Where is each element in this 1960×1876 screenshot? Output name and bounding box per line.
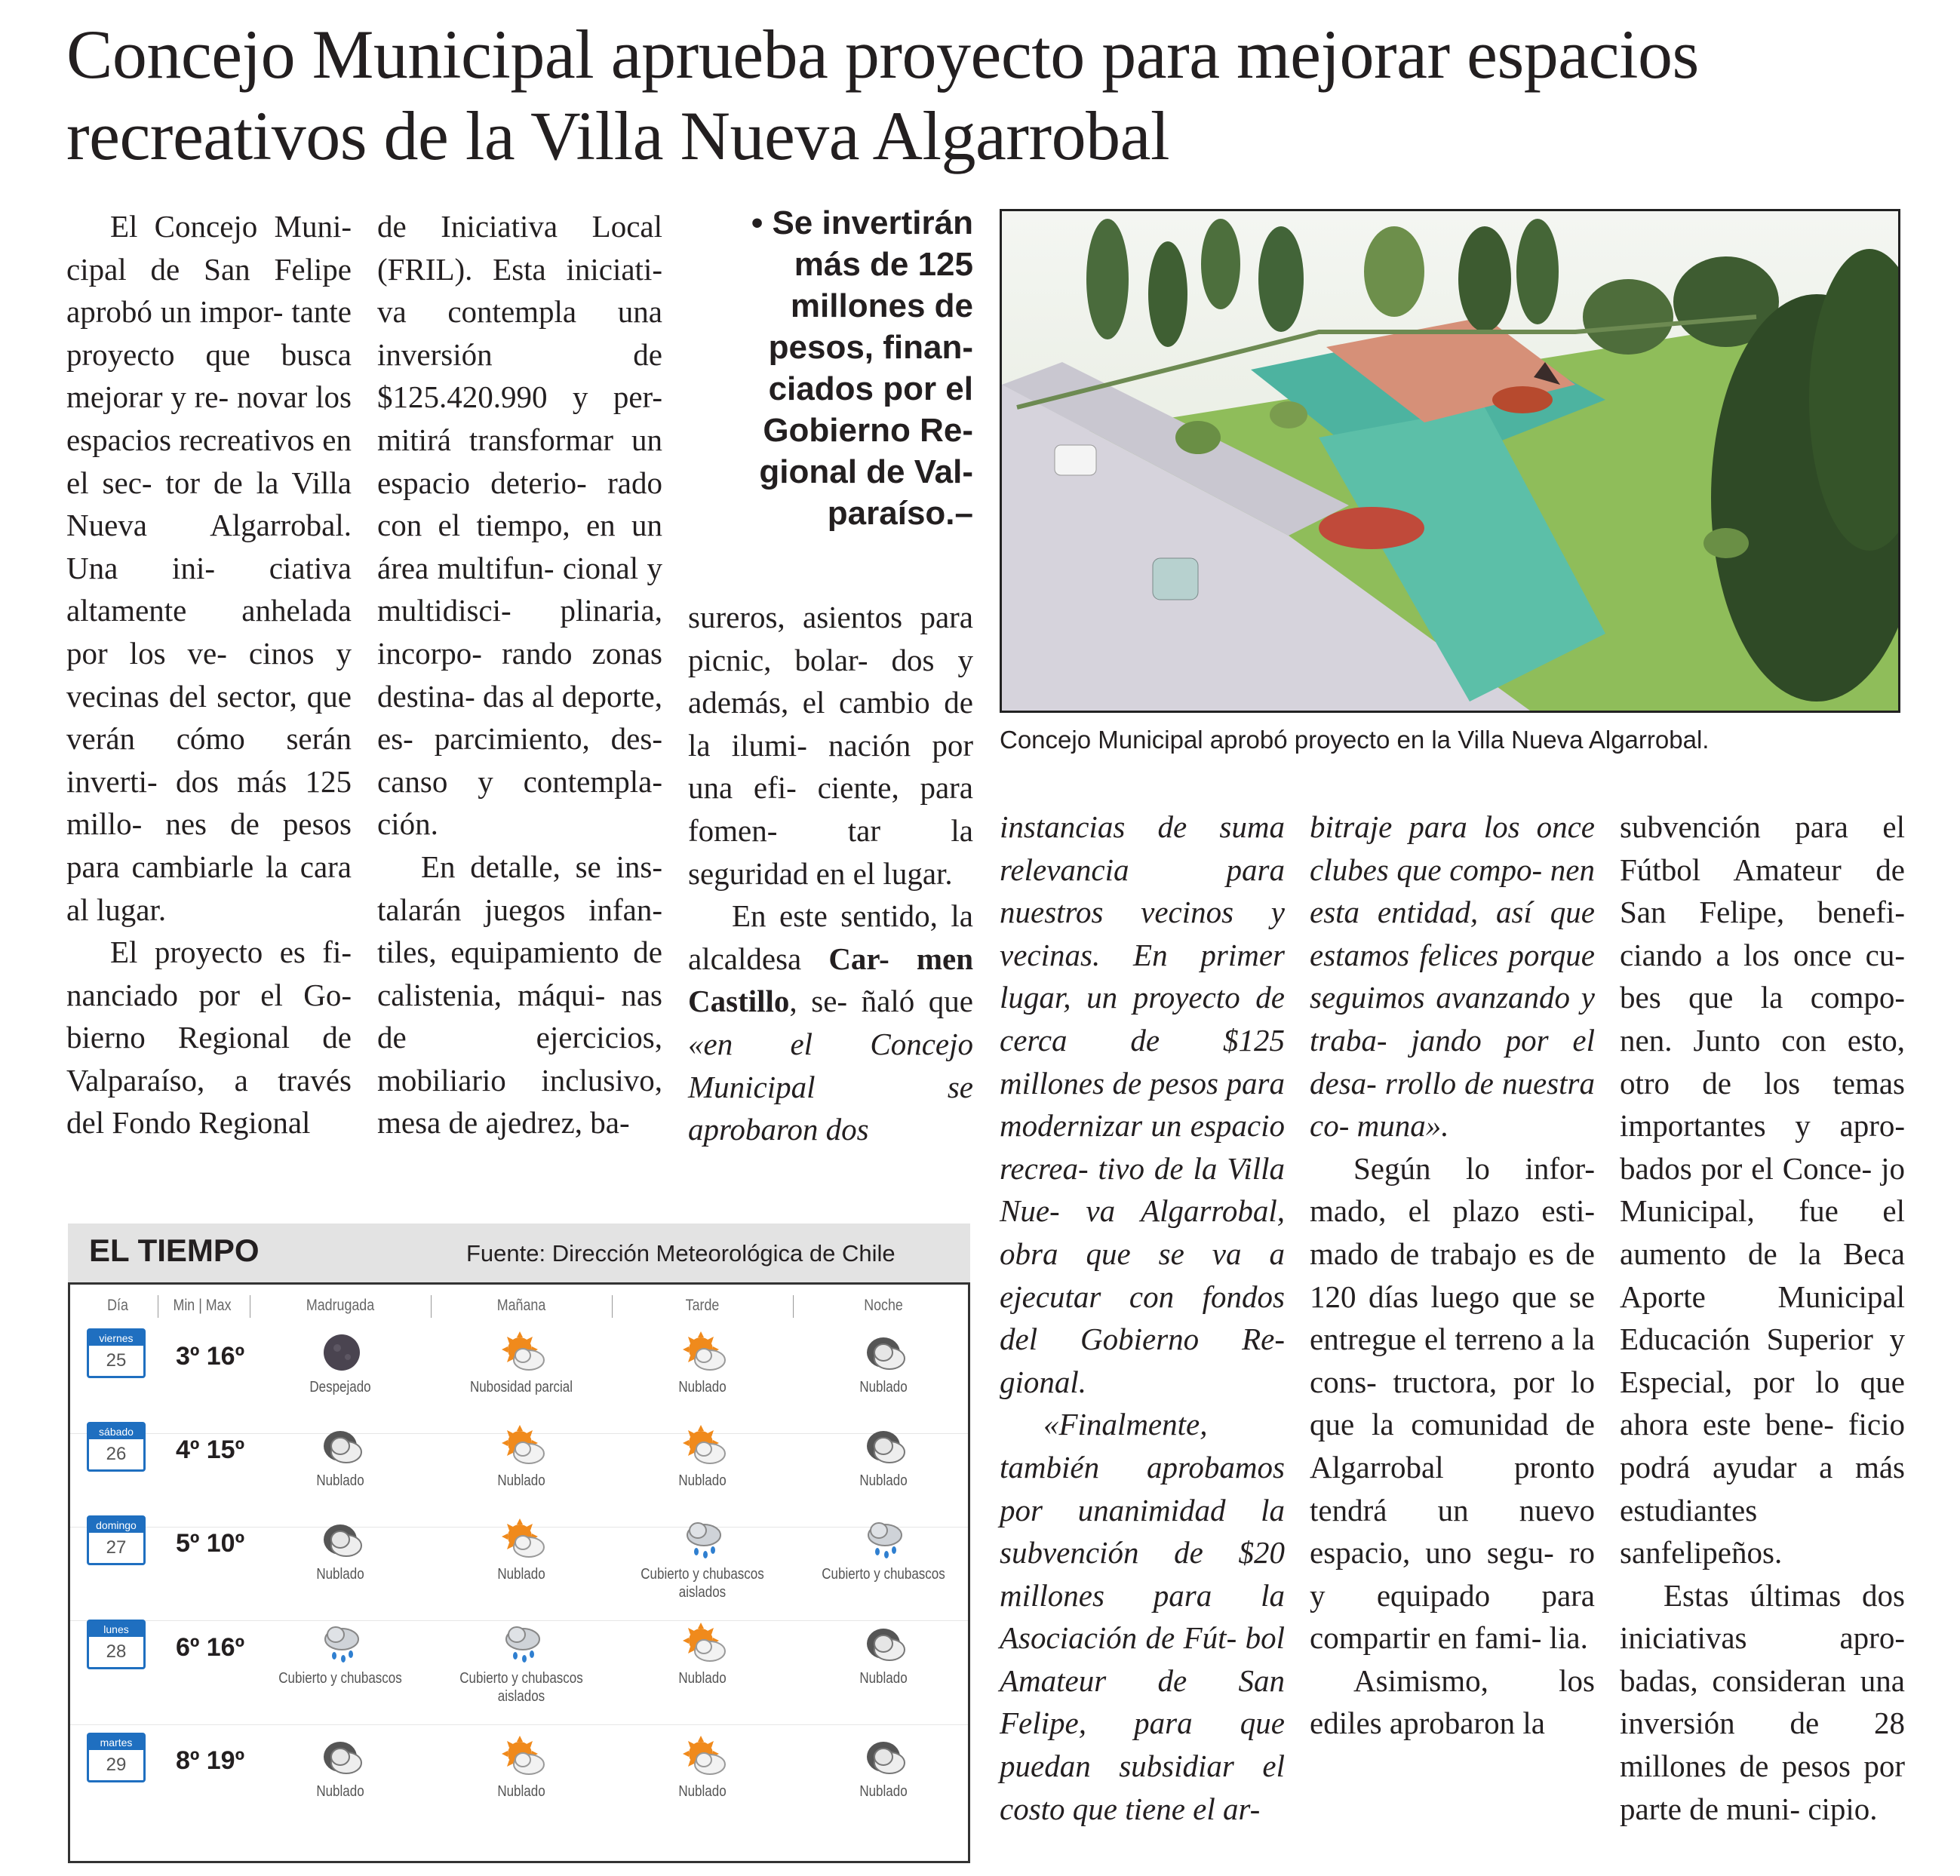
forecast-cell [250,1612,431,1725]
paragraph [688,895,973,1151]
divider [793,1295,794,1318]
forecast-cell [793,1612,974,1725]
forecast-cell [612,1508,793,1621]
forecast-label: Cubierto y chubascos [278,1670,402,1687]
min-max-temps: 8º 19º [176,1746,245,1775]
rain-cloud-icon [861,1517,909,1562]
divider [431,1295,432,1318]
forecast-label: Nublado [859,1379,908,1395]
calendar-weekday: viernes [89,1331,143,1346]
weather-row [70,1508,968,1621]
sun-cloud-icon [499,1423,547,1469]
paragraph: Según lo infor- mado, el plazo esti- mado de trabajo es de 120 días luego que se entregue el terreno a la cons- tructora, por lo que la comunidad de Algarrobal pronto tendrá un nuevo espacio, uno segu- ro y equipado para compartir en fami- lia. [1310,1150,1595,1656]
sun-cloud-icon [499,1734,547,1779]
calendar-icon [87,1328,146,1378]
sun-cloud-icon [499,1330,547,1375]
paragraph: Estas últimas dos iniciativas apro- badas, consideran una inversión de 28 millones de pesos por parte de muni- cipio. [1620,1577,1905,1826]
forecast-label: Nublado [678,1472,727,1489]
paragraph: «Finalmente, también aprobamos por unanimidad la subvención de $20 millones para la Asociación de Fút- bol Amateur de San Felipe, para que puedan subsidiar el costo que tiene el ar- [1000,1407,1285,1826]
forecast-label: Nublado [316,1783,364,1800]
forecast-label: Nublado [859,1783,908,1800]
forecast-cell [612,1725,793,1838]
sun-cloud-icon [680,1621,728,1666]
cloud-icon [861,1734,909,1779]
article-column-6 [1620,806,1905,1830]
weather-table [68,1282,970,1863]
calendar-date: 28 [106,1641,127,1662]
min-max-temps: 6º 16º [176,1633,245,1662]
forecast-label: Cubierto y chubascos [822,1566,945,1583]
weather-row [70,1612,968,1725]
column-header-madrugada: Madrugada [306,1297,375,1314]
forecast-cell [431,1508,612,1621]
forecast-label: Nublado [497,1566,545,1583]
calendar-weekday: sábado [89,1424,143,1439]
column-header-day: Día [107,1297,128,1314]
column-header-noche: Noche [864,1297,903,1314]
weather-header [68,1224,970,1282]
forecast-cell [793,1508,974,1621]
forecast-label: Nublado [497,1472,545,1489]
column-header-manana: Mañana [496,1297,546,1314]
paragraph: El proyecto es fi- nanciado por el Go- bierno Regional de Valparaíso, a través del Fondo Regional [66,935,352,1141]
rain-cloud-icon [499,1621,547,1666]
cloud-icon [318,1423,366,1469]
min-max-temps: 5º 10º [176,1529,245,1558]
forecast-cell [612,1612,793,1725]
forecast-label: Nublado [316,1472,364,1489]
calendar-date: 27 [106,1537,127,1558]
divider [612,1295,613,1318]
min-max-temps: 3º 16º [176,1342,245,1371]
article-column-4 [1000,806,1285,1830]
paragraph: de Iniciativa Local (FRIL). Esta iniciati- va contempla una inversión de $125.420.990 y per- mitirá transformar un espacio deterio- rado con el tiempo, en un área multifun- cional y multidisci- plinaria, incorpo- rando zonas destina- das al deporte, es- parcimiento, des- canso y contempla- ción. [377,209,662,842]
article-column-3 [688,596,973,1151]
moon-icon [318,1330,366,1375]
forecast-label: Nublado [859,1472,908,1489]
cloud-icon [861,1423,909,1469]
calendar-icon [87,1733,146,1782]
cloud-icon [861,1330,909,1375]
forecast-label: Nublado [316,1566,364,1583]
pull-quote: • Se invertirán más de 125 millones de pesos, finan- ciados por el Gobierno Re- gional de Val- paraíso.– [751,204,973,532]
calendar-date: 26 [106,1444,127,1464]
paragraph: Asimismo, los ediles aprobaron la [1310,1663,1595,1741]
forecast-label: Nubosidad parcial [469,1379,573,1395]
article-column-5 [1310,806,1595,1745]
paragraph: instancias de suma relevancia para nuestros vecinos y vecinas. En primer lugar, un proyecto de cerca de $125 millones de pesos para modernizar un espacio recrea- tivo de la Villa Nue- va Algarrobal, obra que se va a ejecutar con fondos del Gobierno Re- gional. [1000,809,1285,1399]
text-run: , se- ñaló que [789,984,973,1019]
forecast-label: Cubierto y chubascos aislados [641,1566,764,1601]
forecast-label: Nublado [859,1670,908,1687]
forecast-label: Despejado [309,1379,371,1395]
paragraph: bitraje para los once clubes que compo- nen esta entidad, así que estamos felices porque seguimos avanzando y traba- jando por el desa- rrollo de nuestra co- muna». [1310,809,1595,1144]
calendar-icon [87,1422,146,1472]
project-rendering-photo [1000,209,1900,713]
sun-cloud-icon [680,1734,728,1779]
calendar-weekday: domingo [89,1518,143,1533]
paragraph: subvención para el Fútbol Amateur de San Felipe, benefi- ciando a los once cu- bes que la compo- nen. Junto con esto, otro de los temas importantes y apro- bados por el Conce- jo Municipal, fue el aumento de la Beca Aporte Municipal Educación Superior y Especial, por lo que ahora este bene- ficio podrá ayudar a más estudiantes sanfelipeños. [1620,809,1905,1570]
park-rendering-illustration [1002,211,1898,711]
rain-cloud-icon [680,1517,728,1562]
cloud-icon [318,1734,366,1779]
forecast-cell [793,1725,974,1838]
forecast-label: Nublado [678,1670,727,1687]
forecast-cell [431,1725,612,1838]
calendar-icon [87,1515,146,1565]
forecast-label: Cubierto y chubascos aislados [459,1670,583,1705]
forecast-label: Nublado [497,1783,545,1800]
text-run: En este sentido, la alcaldesa [688,898,973,976]
forecast-cell [250,1508,431,1621]
calendar-date: 29 [106,1755,127,1775]
photo-caption: Concejo Municipal aprobó proyecto en la Villa Nueva Algarrobal. [1000,726,1710,754]
forecast-cell [431,1612,612,1725]
weather-title: EL TIEMPO [89,1233,260,1268]
calendar-date: 25 [106,1350,127,1371]
paragraph: sureros, asientos para picnic, bolar- dos y además, el cambio de la ilumi- nación por una efi- ciente, para fomen- tar la seguridad en el lugar. [688,600,973,891]
calendar-weekday: lunes [89,1622,143,1637]
rain-cloud-icon [318,1621,366,1666]
sun-cloud-icon [680,1330,728,1375]
paragraph: En detalle, se ins- talarán juegos infan- tiles, equipamiento de calistenia, máqui- nas de ejercicios, mobiliario inclusivo, mesa de ajedrez, ba- [377,849,662,1141]
weather-row [70,1725,968,1838]
article-column-1 [66,205,352,1144]
forecast-label: Nublado [678,1783,727,1800]
calendar-weekday: martes [89,1735,143,1750]
cloud-icon [318,1517,366,1562]
paragraph: El Concejo Muni- cipal de San Felipe aprobó un impor- tante proyecto que busca mejorar y re- novar los espacios recreativos en el sec- tor de la Villa Nueva Algarrobal. Una ini- ciativa altamente anhelada por los ve- cinos y vecinas del sector, que verán cómo serán inverti- dos más 125 millo- nes de pesos para cambiarle la cara al lugar. [66,209,352,927]
sun-cloud-icon [680,1423,728,1469]
min-max-temps: 4º 15º [176,1435,245,1464]
mayor-name: Car- men Castillo [688,941,973,1019]
column-header-minmax: Min | Max [173,1297,232,1314]
calendar-icon [87,1620,146,1669]
forecast-label: Nublado [678,1379,727,1395]
article-column-2 [377,205,662,1144]
headline: Concejo Municipal aprueba proyecto para mejorar espacios recreativos de la Villa Nueva Algarrobal [66,16,1699,174]
quote-start: «en el Concejo Municipal se aprobaron dos [688,1026,973,1147]
weather-source: Fuente: Dirección Meteorológica de Chile [466,1240,896,1267]
column-header-tarde: Tarde [685,1297,720,1314]
forecast-cell [250,1725,431,1838]
cloud-icon [861,1621,909,1666]
sun-cloud-icon [499,1517,547,1562]
